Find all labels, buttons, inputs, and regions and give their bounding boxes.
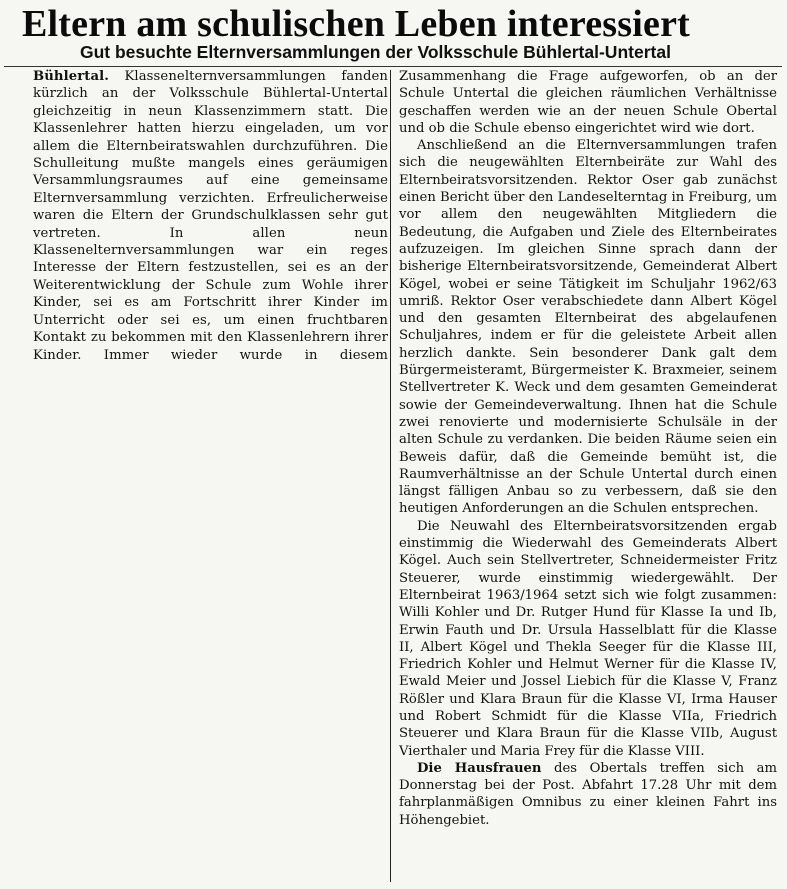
subheadline: Gut besuchte Elternversammlungen der Volksschule Bühlertal-Untertal <box>80 42 671 62</box>
column-right <box>399 68 777 829</box>
notice-lead: Die Hausfrauen <box>417 760 542 776</box>
headline: Eltern am schulischen Leben interessiert <box>22 3 691 45</box>
paragraph-meeting: Anschließend an die Elternversammlungen trafen sich die neugewählten Elternbeiräte zur Wahl des Elternbeiratsvorsitzenden. Rektor Oser gab zunächst einen Bericht über den Landeselterntag in Freiburg, um vor allem den neugewählten Mitgliedern die Bedeutung, die Aufgaben und Ziele des Elternbeirates aufzuzeigen. Im gleichen Sinne sprach dann der bisherige Elternbeiratsvorsitzende, Gemeinderat Albert Kögel, wobei er seine Tätigkeit im Schuljahr 1962/63 umriß. Rektor Oser verabschiedete dann Albert Kögel und den gesamten Elternbeirat des abgelaufenen Schuljahres, indem er für die geleistete Arbeit allen herzlich dankte. Sein besonderer Dank galt dem Bürgermeisteramt, Bürgermeister K. Braxmeier, seinem Stellvertreter K. Weck und dem gesamten Gemeinderat sowie der Gemeindeverwaltung. Ihnen hat die Schule zwei renovierte und modernisierte Schulsäle in der alten Schule zu verdanken. Die beiden Räume seien ein Beweis dafür, daß die Gemeinde bemüht ist, die Raumverhältnisse an der Schule Untertal durch einen längst fälligen Anbau so zu verbessern, daß sie den heutigen Anforderungen an die Schulen entsprechen. <box>399 138 777 517</box>
paragraph-election: Die Neuwahl des Elternbeiratsvorsitzenden ergab einstimmig die Wiederwahl des Gemeinderats Albert Kögel. Auch sein Stellvertreter, Schneidermeister Fritz Steuerer, wurde einstimmig wiedergewählt. Der Elternbeirat 1963/1964 setzt sich wie folgt zusammen: Willi Kohler und Dr. Rutger Hund für Klasse Ia und Ib, Erwin Fauth und Dr. Ursula Hasselblatt für die Klasse II, Albert Kögel und Thekla Seeger für die Klasse III, Friedrich Kohler und Helmut Werner für die Klasse IV, Ewald Meier und Jossel Liebich für die Klasse V, Franz Rößler und Klara Braun für die Klasse VI, Irma Hauser und Robert Schmidt für die Klasse VIIa, Friedrich Steuerer und Klara Braun für die Klasse VIIb, August Vierthaler und Maria Frey für die Klasse VIII. <box>399 518 777 759</box>
paragraph-continuation: Zusammenhang die Frage aufgeworfen, ob an der Schule Untertal die gleichen räumlichen Verhältnisse geschaffen werden wie an der neuen Schule Obertal und ob die Schule ebenso eingerichtet wird wie dort. <box>399 69 777 136</box>
paragraph-notice <box>399 760 777 829</box>
column-divider <box>390 70 391 882</box>
paragraph-intro <box>33 68 388 364</box>
notice-text: des Obertals treffen sich am Donnerstag bei der Post. Abfahrt 17.28 Uhr mit dem fahrplanmäßigen Omnibus zu einer kleinen Fahrt ins Höhengebiet. <box>399 760 777 828</box>
top-rule <box>4 66 782 67</box>
dateline: Bühlertal. <box>33 69 109 84</box>
intro-text: Klassenelternversammlungen fanden kürzlich an der Volksschule Bühlertal-Untertal gleichzeitig in neun Klassenzimmern statt. Die Klassenlehrer hatten hierzu eingeladen, um vor allem die Elternbeiratswahlen durchzuführen. Die Schulleitung mußte mangels eines geräumigen Versammlungsraumes auf eine gemeinsame Elternversammlung verzichten. Erfreulicherweise waren die Eltern der Grundschulklassen sehr gut vertreten. In allen neun Klassenelternversammlungen war ein reges Interesse der Eltern festzustellen, sei es an der Weiterentwicklung der Schule zum Wohle ihrer Kinder, sei es am Fortschritt ihrer Kinder im Unterricht oder sei es, um einen fruchtbaren Kontakt zu bekommen mit den Klassenlehrern ihrer Kinder. Immer wieder wurde in diesem <box>33 69 388 363</box>
column-left <box>33 68 388 364</box>
